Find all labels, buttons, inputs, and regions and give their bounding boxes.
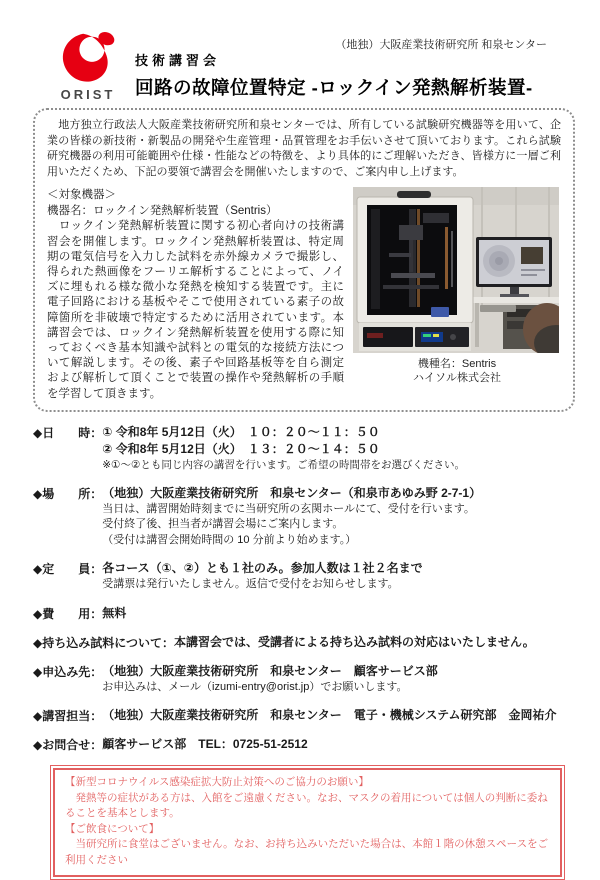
orist-logo xyxy=(48,28,128,102)
equipment-photo-image xyxy=(353,187,559,353)
place-sub-1: 当日は、講習開始時刻までに当研究所の玄関ホールにて、受付を行います。 xyxy=(102,502,475,515)
orist-logo-icon xyxy=(57,28,119,86)
detail-application xyxy=(33,663,575,696)
equipment-heading: ＜対象機器＞ xyxy=(47,189,116,202)
detail-capacity xyxy=(33,560,575,593)
place-sub-3: （受付は講習会開始時間の 10 分前より始めます。） xyxy=(102,533,357,546)
photo-caption-model: 機種名：Sentris xyxy=(417,358,497,371)
intro-paragraph: 地方独立行政法人大阪産業技術研究所和泉センターでは、所有している試験研究機器等を用いて、企業の皆様の新技術・新製品の開発や生産管理・品質管理をお手伝いさせて頂いております。これら試験研究機器の利用可能範囲や仕様・性能などの特徴を、より具体的にご理解いただき、皆様方に一層ご利用いただくため、下記の要領で講習会を開催いたしますので、ご案内申し上げます。 xyxy=(47,119,561,178)
organization-name: （地独）大阪産業技術研究所 和泉センター xyxy=(335,39,547,51)
notice-food-heading: 【ご飲食について】 xyxy=(65,822,160,835)
detail-schedule-label: ◆日 時： xyxy=(33,425,103,440)
application-main: （地独）大阪産業技術研究所 和泉センター 顧客サービス部 xyxy=(102,663,438,678)
detail-instructor-content xyxy=(102,707,556,724)
instructor-main: （地独）大阪産業技術研究所 和泉センター 電子・機械システム研究部 金岡祐介 xyxy=(102,708,557,723)
detail-samples-label: ◆持ち込み試料について： xyxy=(33,635,174,650)
application-email-line: お申込みは、メール（izumi-entry@orist.jp）でお願いします。 xyxy=(102,680,408,693)
equipment-photo-caption xyxy=(353,357,561,385)
detail-application-label: ◆申込み先： xyxy=(33,664,103,679)
notice-food-body: 当研究所に食堂はございません。なお、お持ち込みいただいた場合は、本館１階の休憩スペースをご利用ください xyxy=(65,838,549,866)
equipment-photo-figure xyxy=(353,187,561,385)
overview-box xyxy=(33,108,575,412)
capacity-main: 各コース（①、②）とも１社のみ。参加人数は１社２名まで xyxy=(102,561,423,576)
detail-instructor xyxy=(33,707,575,724)
detail-contact xyxy=(33,736,575,753)
schedule-session-2: ② 令和8年 5月12日（火） １３：２０～１４：５０ xyxy=(102,441,380,456)
covid-notice-inner xyxy=(53,768,562,877)
detail-contact-label: ◆お問合せ： xyxy=(33,738,103,753)
place-sub-2: 受付終了後、担当者が講習会場にご案内します。 xyxy=(102,518,344,531)
covid-notice-box xyxy=(50,765,565,880)
detail-fee xyxy=(33,605,575,622)
detail-list xyxy=(33,424,575,754)
equipment-name: 機器名：ロックイン発熱解析装置（Sentris） xyxy=(47,205,278,218)
notice-covid-body: 発熱等の症状がある方は、入館をご遠慮ください。なお、マスクの着用については個人の判断に委ねることを基本とします。 xyxy=(65,791,548,820)
detail-place-content xyxy=(102,485,481,549)
capacity-sub-1: 受講票は発行いたしません。返信で受付をお知らせします。 xyxy=(102,578,399,591)
place-main: （地独）大阪産業技術研究所 和泉センター（和泉市あゆみ野 2-7-1） xyxy=(102,485,482,500)
equipment-description: ロックイン発熱解析装置に関する初心者向けの技術講習会を開催します。ロックイン発熱解析装置は、特定周期の電気信号を入力した試料を赤外線カメラで撮影し、得られた熱画像をフーリエ解析することによって、ノイズに埋もれる様な微小な発熱を検知する装置です。主に電子回路における基板やそこで使用されている素子の故障箇所を非破壊で特定するために活用されています。本講習会では、ロックイン発熱解析装置を使用する際に知っておくべき基本知識や試料との電気的な接続方法について解説します。その後、素子や回路基板等を自ら測定および解析して頂くことで装置の操作や発熱解析の手順を学習して頂きます。 xyxy=(47,220,344,400)
detail-instructor-label: ◆講習担当： xyxy=(33,709,103,724)
detail-contact-content xyxy=(102,736,307,753)
detail-place-label: ◆場 所： xyxy=(33,486,103,501)
detail-samples xyxy=(33,634,575,651)
detail-capacity-content xyxy=(102,560,422,593)
detail-application-content xyxy=(102,663,438,696)
seminar-type-label: 技術講習会 xyxy=(135,53,221,68)
detail-fee-label: ◆費 用： xyxy=(33,606,103,621)
detail-capacity-label: ◆定 員： xyxy=(33,562,103,577)
detail-place xyxy=(33,485,575,549)
contact-phone-line: 顧客サービス部 TEL：0725-51-2512 xyxy=(102,737,308,752)
fee-main: 無料 xyxy=(102,605,127,620)
notice-covid-heading: 【新型コロナウイルス感染症拡大防止対策へのご協力のお願い】 xyxy=(65,776,369,789)
photo-caption-vendor: ハイソル株式会社 xyxy=(413,372,501,385)
schedule-note: ※①～②とも同じ内容の講習を行います。ご希望の時間帯をお選びください。 xyxy=(102,458,466,471)
orist-logo-text: ORIST xyxy=(60,87,116,102)
page-title: 回路の故障位置特定 -ロックイン発熱解析装置- xyxy=(135,77,533,98)
detail-schedule xyxy=(33,424,575,473)
detail-schedule-content xyxy=(102,424,465,473)
header xyxy=(0,0,600,102)
detail-samples-content xyxy=(174,634,535,651)
schedule-session-1: ① 令和8年 5月12日（火） １０：２０～１１：５０ xyxy=(102,424,380,439)
samples-main: 本講習会では、受講者による持ち込み試料の対応はいたしません。 xyxy=(174,634,535,649)
detail-fee-content xyxy=(102,605,126,622)
